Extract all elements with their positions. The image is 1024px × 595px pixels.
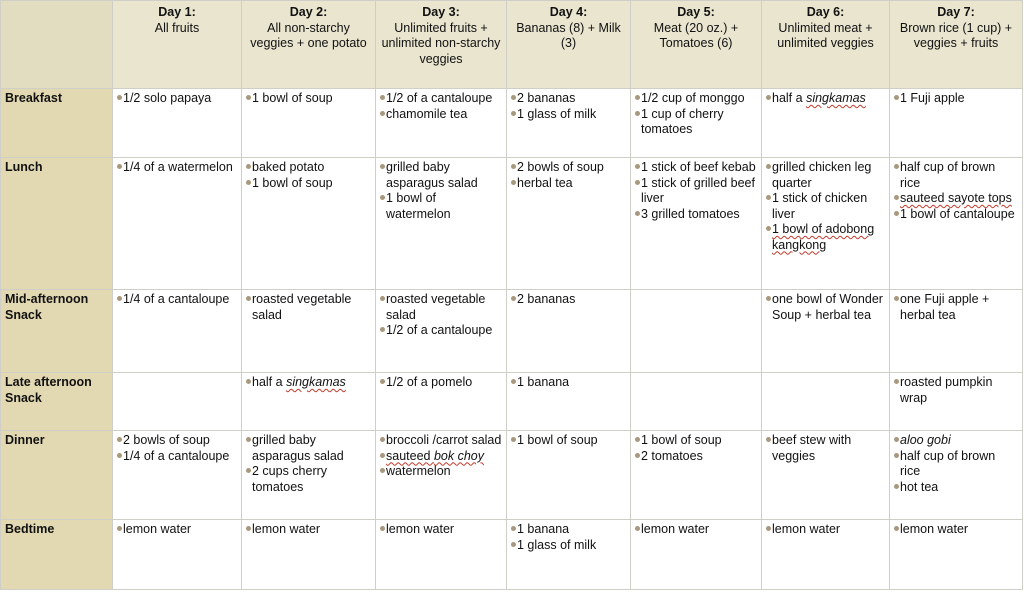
breakfast-day6 (762, 89, 890, 158)
mid-day2 (242, 290, 376, 373)
food-item: grilled baby asparagus salad (246, 433, 371, 464)
lunch-day7 (890, 158, 1023, 290)
late-day1 (113, 373, 242, 431)
food-item: 1 glass of milk (511, 107, 626, 123)
day-header-2: Day 2: All non-starchy veggies + one potato (242, 1, 376, 89)
food-item: roasted vegetable salad (246, 292, 371, 323)
meal-label-bedtime: Bedtime (1, 520, 113, 590)
food-item: 1 glass of milk (511, 538, 626, 554)
dinner-day5 (631, 431, 762, 520)
food-item: 1 stick of chicken liver (766, 191, 885, 222)
meal-label-lunch: Lunch (1, 158, 113, 290)
breakfast-day4 (507, 89, 631, 158)
food-item: 1/4 of a cantaloupe (117, 449, 237, 465)
breakfast-day3 (376, 89, 507, 158)
meal-label-mid-afternoon: Mid-afternoon Snack (1, 290, 113, 373)
dinner-day3 (376, 431, 507, 520)
food-item: 1/2 of a cantaloupe (380, 323, 502, 339)
dinner-day6 (762, 431, 890, 520)
food-item: 1/2 solo papaya (117, 91, 237, 107)
breakfast-day5 (631, 89, 762, 158)
food-item: lemon water (380, 522, 502, 538)
lunch-day2 (242, 158, 376, 290)
day-header-1: Day 1: All fruits (113, 1, 242, 89)
bedtime-day7 (890, 520, 1023, 590)
food-item: roasted vegetable salad (380, 292, 502, 323)
food-item: sauteed sayote tops (894, 191, 1018, 207)
day-header-6: Day 6: Unlimited meat + unlimited veggies (762, 1, 890, 89)
food-item: 2 bananas (511, 292, 626, 308)
late-day3 (376, 373, 507, 431)
day-header-3: Day 3: Unlimited fruits + unlimited non-starchy veggies (376, 1, 507, 89)
dinner-day4 (507, 431, 631, 520)
lunch-row (1, 158, 1023, 290)
lunch-day4 (507, 158, 631, 290)
food-item: half cup of brown rice (894, 449, 1018, 480)
breakfast-day2 (242, 89, 376, 158)
food-item: half cup of brown rice (894, 160, 1018, 191)
food-item: 1 bowl of soup (511, 433, 626, 449)
food-item: baked potato (246, 160, 371, 176)
food-item: roasted pumpkin wrap (894, 375, 1018, 406)
meal-label-dinner: Dinner (1, 431, 113, 520)
food-item: 1 bowl of watermelon (380, 191, 502, 222)
late-day6 (762, 373, 890, 431)
day-header-7: Day 7: Brown rice (1 cup) + veggies + fruits (890, 1, 1023, 89)
late-day7 (890, 373, 1023, 431)
food-item: 1 bowl of adobong kangkong (766, 222, 885, 253)
food-item: 2 bowls of soup (117, 433, 237, 449)
lunch-day3 (376, 158, 507, 290)
food-item: 3 grilled tomatoes (635, 207, 757, 223)
food-item: half a singkamas (766, 91, 885, 107)
late-afternoon-row (1, 373, 1023, 431)
dinner-day7 (890, 431, 1023, 520)
food-item: grilled baby asparagus salad (380, 160, 502, 191)
late-day2 (242, 373, 376, 431)
mid-day6 (762, 290, 890, 373)
bedtime-day1 (113, 520, 242, 590)
food-item: 1/4 of a cantaloupe (117, 292, 237, 308)
food-item: 2 cups cherry tomatoes (246, 464, 371, 495)
breakfast-day1 (113, 89, 242, 158)
food-item: 1 stick of grilled beef liver (635, 176, 757, 207)
food-item: lemon water (766, 522, 885, 538)
food-item: 2 bananas (511, 91, 626, 107)
food-item: 1 bowl of soup (246, 91, 371, 107)
food-item: aloo gobi (894, 433, 1018, 449)
food-item: lemon water (246, 522, 371, 538)
mid-day3 (376, 290, 507, 373)
day-header-4: Day 4: Bananas (8) + Milk (3) (507, 1, 631, 89)
bedtime-day6 (762, 520, 890, 590)
food-item: lemon water (894, 522, 1018, 538)
mid-day5 (631, 290, 762, 373)
lunch-day6 (762, 158, 890, 290)
food-item: 2 bowls of soup (511, 160, 626, 176)
breakfast-day7 (890, 89, 1023, 158)
meal-label-breakfast: Breakfast (1, 89, 113, 158)
late-day4 (507, 373, 631, 431)
food-item: 1 bowl of soup (246, 176, 371, 192)
bedtime-row (1, 520, 1023, 590)
food-item: 1 stick of beef kebab (635, 160, 757, 176)
dinner-day1 (113, 431, 242, 520)
food-item: 1/2 cup of monggo (635, 91, 757, 107)
food-item: 1 cup of cherry tomatoes (635, 107, 757, 138)
food-item: 1 banana (511, 522, 626, 538)
dinner-row (1, 431, 1023, 520)
food-item: 1 Fuji apple (894, 91, 1018, 107)
food-item: one bowl of Wonder Soup + herbal tea (766, 292, 885, 323)
food-item: half a singkamas (246, 375, 371, 391)
lunch-day1 (113, 158, 242, 290)
bedtime-day3 (376, 520, 507, 590)
food-item: lemon water (635, 522, 757, 538)
food-item: 1/4 of a watermelon (117, 160, 237, 176)
bedtime-day5 (631, 520, 762, 590)
bedtime-day2 (242, 520, 376, 590)
food-item: herbal tea (511, 176, 626, 192)
day-header-5: Day 5: Meat (20 oz.) + Tomatoes (6) (631, 1, 762, 89)
spellcheck-word: singkamas (806, 91, 866, 105)
spellcheck-word: singkamas (286, 375, 346, 389)
dinner-day2 (242, 431, 376, 520)
food-item: watermelon (380, 464, 502, 480)
food-item: chamomile tea (380, 107, 502, 123)
bedtime-day4 (507, 520, 631, 590)
food-item: 1 bowl of soup (635, 433, 757, 449)
food-item: broccoli /carrot salad (380, 433, 502, 449)
lunch-day5 (631, 158, 762, 290)
food-item: sauteed bok choy (380, 449, 502, 465)
mid-afternoon-row (1, 290, 1023, 373)
meal-label-late-afternoon: Late afternoon Snack (1, 373, 113, 431)
food-item: hot tea (894, 480, 1018, 496)
mid-day4 (507, 290, 631, 373)
food-item: one Fuji apple + herbal tea (894, 292, 1018, 323)
mid-day1 (113, 290, 242, 373)
food-item: grilled chicken leg quarter (766, 160, 885, 191)
late-day5 (631, 373, 762, 431)
food-item: 2 tomatoes (635, 449, 757, 465)
food-item: 1 bowl of cantaloupe (894, 207, 1018, 223)
food-item: 1/2 of a cantaloupe (380, 91, 502, 107)
food-item: 1/2 of a pomelo (380, 375, 502, 391)
breakfast-row (1, 89, 1023, 158)
food-item: 1 banana (511, 375, 626, 391)
corner-cell (1, 1, 113, 89)
food-item: beef stew with veggies (766, 433, 885, 464)
mid-day7 (890, 290, 1023, 373)
header-row (1, 1, 1023, 89)
food-item: lemon water (117, 522, 237, 538)
